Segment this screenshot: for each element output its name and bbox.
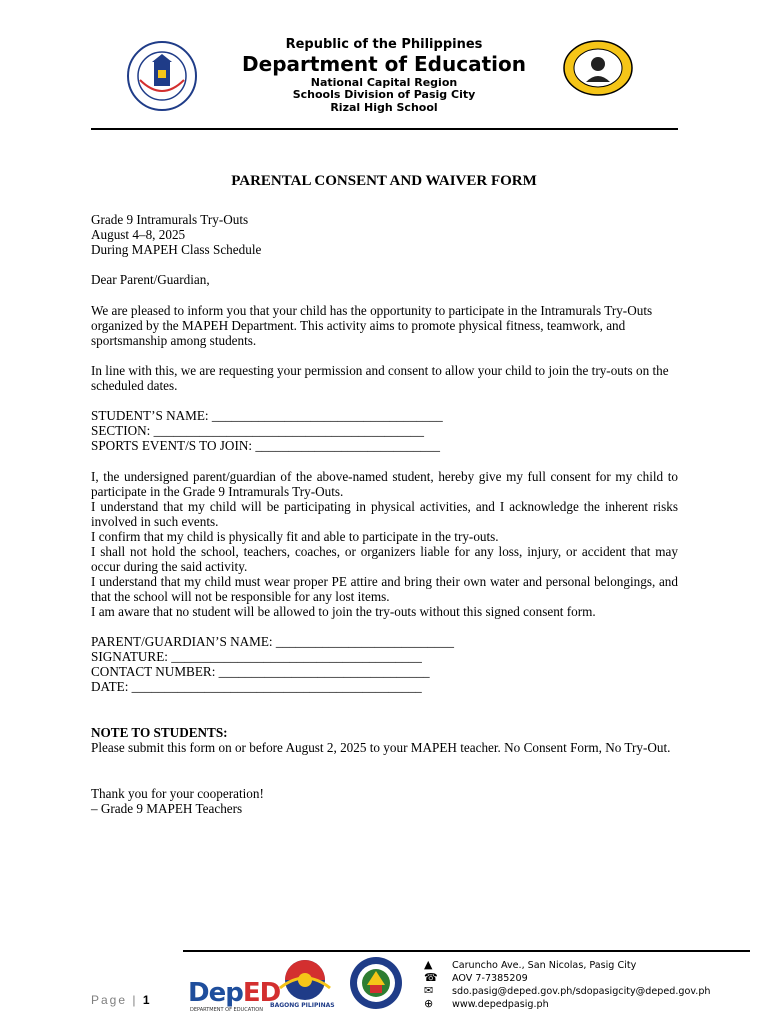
department-heading: Department of Education [242, 52, 526, 76]
salutation: Dear Parent/Guardian, [91, 272, 210, 287]
bagong-pilipinas-logo [274, 958, 336, 1002]
division-seal-logo [343, 955, 409, 1011]
sports-event-field[interactable]: SPORTS EVENT/S TO JOIN: ____________________________ [91, 438, 440, 453]
consent-statement: I shall not hold the school, teachers, coaches, or organizers liable for any loss, injury, or accident that may occur during the said activity. [91, 544, 678, 574]
page-number-label [91, 993, 150, 1007]
contact-number-field[interactable]: CONTACT NUMBER: ________________________________ [91, 664, 430, 679]
header-divider [91, 128, 678, 130]
signature-field[interactable]: SIGNATURE: ______________________________________ [91, 649, 422, 664]
website-line: ⊕ www.depedpasig.ph [424, 997, 549, 1010]
consent-statements [91, 469, 678, 619]
event-info [91, 212, 678, 257]
closing [91, 786, 678, 816]
deped-logo [188, 978, 280, 1008]
building-icon: ▲ [424, 958, 433, 971]
parent-name-field[interactable]: PARENT/GUARDIAN’S NAME: ___________________________ [91, 634, 454, 649]
signoff-line: – Grade 9 MAPEH Teachers [91, 801, 243, 816]
note-heading: NOTE TO STUDENTS: [91, 725, 228, 740]
student-fields [91, 408, 678, 453]
student-name-field[interactable]: STUDENT’S NAME: ___________________________________ [91, 408, 443, 423]
page-label: Page | [91, 993, 138, 1007]
email-line: ✉ sdo.pasig@deped.gov.ph/sdopasigcity@deped.gov.ph [424, 984, 711, 997]
deped-logo-left: Dep [188, 978, 243, 1008]
region-heading: National Capital Region [310, 76, 458, 89]
section-field[interactable]: SECTION: _________________________________________ [91, 423, 424, 438]
thanks-line: Thank you for your cooperation! [91, 786, 264, 801]
consent-statement: I, the undersigned parent/guardian of the above-named student, hereby give my full consent for my child to participate in the Grade 9 Intramurals Try-Outs. [91, 469, 678, 499]
bagong-pilipinas-caption: BAGONG PILIPINAS [270, 1002, 335, 1009]
event-name: Grade 9 Intramurals Try-Outs [91, 212, 249, 227]
form-title: PARENTAL CONSENT AND WAIVER FORM [231, 173, 537, 189]
request-paragraph: In line with this, we are requesting your permission and consent to allow your child to join the try-outs on the scheduled dates. [91, 363, 669, 393]
note-text: Please submit this form on or before August 2, 2025 to your MAPEH teacher. No Consent Form, No Try-Out. [91, 740, 671, 755]
footer-divider [183, 950, 750, 952]
consent-statement: I understand that my child must wear proper PE attire and bring their own water and personal belongings, and that the school will not be responsible for any lost items. [91, 574, 678, 604]
consent-statement: I understand that my child will be participating in physical activities, and I acknowledge the inherent risks involved in such events. [91, 499, 678, 529]
school-heading: Rizal High School [330, 101, 438, 114]
phone-icon: ☎ [424, 971, 438, 984]
event-dates: August 4–8, 2025 [91, 227, 186, 242]
event-schedule: During MAPEH Class Schedule [91, 242, 262, 257]
page-number: 1 [142, 993, 150, 1007]
consent-statement: I confirm that my child is physically fit and able to participate in the try-outs. [91, 529, 499, 544]
deped-caption: DEPARTMENT OF EDUCATION [190, 1007, 263, 1013]
deped-logo-right: ED [242, 978, 281, 1008]
address-line: ▲ Caruncho Ave., San Nicolas, Pasig City [424, 958, 637, 971]
division-heading: Schools Division of Pasig City [292, 88, 476, 101]
parent-fields [91, 634, 678, 694]
email-icon: ✉ [424, 984, 434, 997]
note-section [91, 725, 678, 755]
republic-heading: Republic of the Philippines [285, 37, 483, 52]
date-field[interactable]: DATE: ____________________________________________ [91, 679, 422, 694]
phone-line: ☎ AOV 7-7385209 [424, 971, 528, 984]
intro-paragraph: We are pleased to inform you that your child has the opportunity to participate in the Intramurals Try-Outs organized by the MAPEH Department. This activity aims to promote physical fitness, teamwork, and sportsmanship among students. [91, 303, 653, 348]
consent-statement: I am aware that no student will be allowed to join the try-outs without this signed consent form. [91, 604, 596, 619]
globe-icon: ⊕ [424, 997, 434, 1010]
